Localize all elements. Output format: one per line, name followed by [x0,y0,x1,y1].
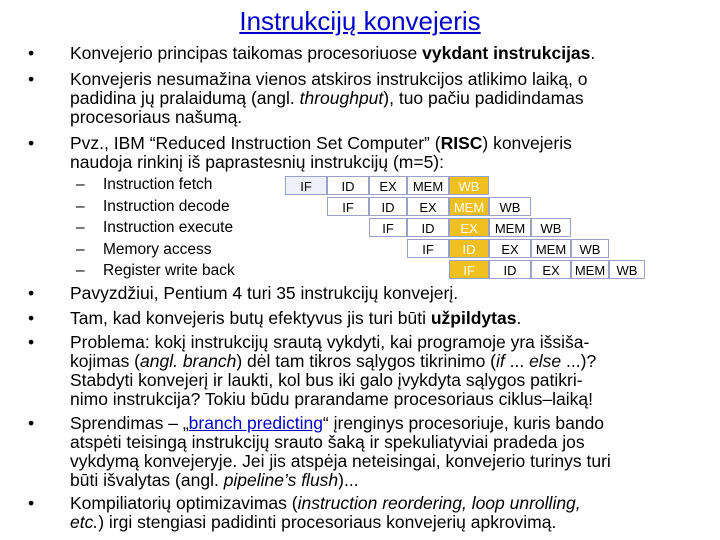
text-italic: throughput [299,88,384,108]
pipe-cell: WB [571,239,609,258]
bullet-icon: • [28,283,35,303]
dash-icon: – [76,219,85,236]
text: “ įrenginys procesoriuje, kuris bando [322,413,605,433]
text: būti išvalytas (angl. [70,470,224,490]
text: Stabdyti konvejerį ir laukti, kol bus iki galo įvykdyta sąlygos patikri- [70,370,583,390]
text: ), tuo pačiu padidindamas [383,88,584,108]
text: vykdymą konvejeryje. Jei jis atspėja neteisingai, konvejerio turinys turi [70,451,611,471]
text-italic: pipeline’s flush [223,470,339,490]
dash-icon: – [76,240,85,258]
text: ) irgi stengiasi padidinti procesoriaus konvejerių apkrovimą. [98,512,557,532]
pipe-cell: IF [369,218,407,237]
bullet-icon: • [28,69,35,89]
pipe-cell: WB [489,197,531,216]
stage-label: Memory access [103,240,212,258]
pipe-cell: ID [407,218,449,237]
stage-label: Instruction fetch [103,176,213,193]
pipe-cell: EX [369,176,407,195]
stage-label: Instruction execute [103,219,234,236]
pipe-cell: EX [531,260,571,279]
bullet-icon: • [28,43,35,63]
text: Pavyzdžiui, Pentium 4 turi 35 instrukcijų konvejerį. [70,283,459,303]
pipe-cell-active: IF [449,260,489,279]
text: padidina jų pralaidumą (angl. [70,88,300,108]
dash-icon: – [76,197,85,215]
dash-icon: – [76,262,85,279]
text: Tam, kad konvejeris butų efektyvus jis turi būti [70,308,431,328]
text: Sprendimas – „ [70,413,189,433]
branch-predicting-link[interactable]: branch predicting [188,413,323,433]
pipe-cell: WB [609,260,645,279]
text: ... [504,351,530,371]
bullet-icon: • [28,413,35,433]
text: ) konvejeris [482,133,572,153]
pipe-cell: MEM [531,239,571,258]
text-bold: RISC [440,133,483,153]
pipe-cell: MEM [407,176,449,195]
stage-label: Register write back [103,262,235,279]
pipe-cell: WB [531,218,571,237]
text: atspėti teisingą instrukcijų srauto šaką ir spekuliatyviai pradeda jos [70,432,585,452]
pipe-cell-active: ID [449,239,489,258]
text: Pvz., IBM “Reduced Instruction Set Computer” ( [70,133,441,153]
text: . [590,43,596,63]
pipe-cell: IF [327,197,369,216]
text: )... [338,470,359,490]
pipe-cell: IF [285,176,327,195]
bullet-icon: • [28,493,35,513]
text: . [516,308,522,328]
pipe-cell: EX [489,239,531,258]
pipe-cell: ID [489,260,531,279]
pipe-cell-active: WB [449,176,489,195]
text: Problema: kokį instrukcijų srautą vykdyti, kai programoje yra išsiša- [70,332,590,352]
page-title: Instrukcijų konvejeris [239,6,481,36]
text-italic: angl. branch [140,351,237,371]
text-italic: instruction reordering, loop unrolling, [297,493,581,513]
pipe-cell: ID [369,197,407,216]
pipe-cell-active: EX [449,218,489,237]
text-bold: užpildytas [430,308,517,328]
pipe-cell: MEM [571,260,609,279]
pipe-cell-active: MEM [449,197,489,216]
pipeline-diagram [285,176,645,280]
bullet-icon: • [28,332,35,352]
dash-icon: – [76,176,85,193]
bullet-icon: • [28,308,35,328]
text: Konvejerio principas taikomas procesoriuose [70,43,423,63]
stage-label: Instruction decode [103,197,230,215]
text: ...)? [561,351,597,371]
pipe-cell: IF [407,239,449,258]
text: Konvejeris nesumažina vienos atskiros instrukcijos atlikimo laiką, o [70,69,588,89]
pipe-cell: MEM [489,218,531,237]
text: procesoriaus našumą. [70,107,243,127]
text: ) dėl tam tikros sąlygos tikrinimo ( [236,351,496,371]
pipe-cell: EX [407,197,449,216]
text: Kompiliatorių optimizavimas ( [70,493,298,513]
text: naudoja rinkinį iš paprastesnių instrukcijų (m=5): [70,152,444,172]
text-italic: etc. [70,512,99,532]
text: kojimas ( [70,351,141,371]
text-italic: else [529,351,562,371]
bullet-icon: • [28,133,35,153]
text-bold: vykdant instrukcijas [422,43,591,63]
text-italic: if [496,351,505,371]
pipe-cell: ID [327,176,369,195]
text: nimo instrukcija? Tokiu būdu prarandame procesoriaus ciklus–laiką! [70,389,594,409]
